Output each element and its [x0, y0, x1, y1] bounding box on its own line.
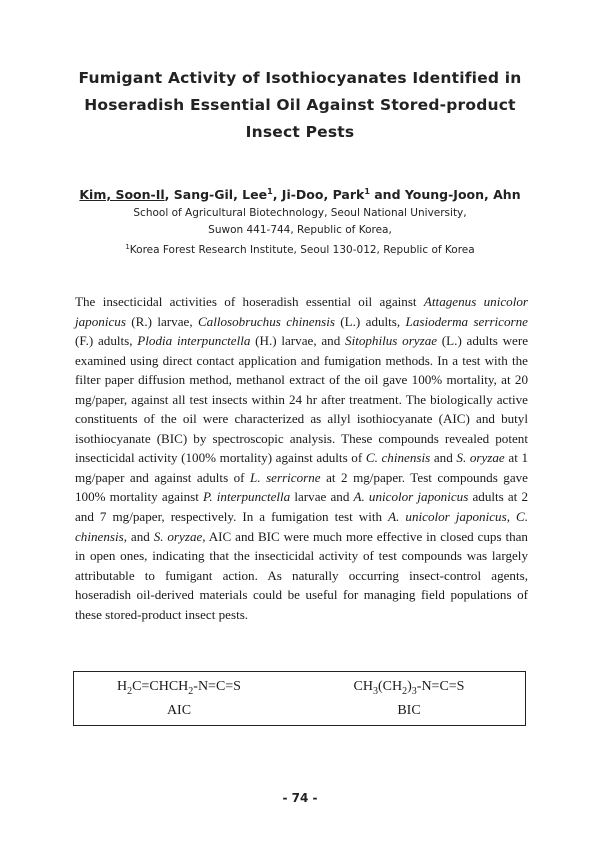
title-line-2: Hoseradish Essential Oil Against Stored-product	[84, 96, 516, 114]
author-list	[30, 183, 570, 204]
abstract-text: (F.) adults,	[75, 333, 138, 349]
abstract-text: and	[430, 450, 457, 466]
abstract-species-name: C. chinensis	[75, 509, 529, 544]
title-line-1: Fumigant Activity of Isothiocyanates Identified in	[78, 69, 522, 87]
affiliation-line-3-text: Korea Forest Research Institute, Seoul 130-012, Republic of Korea	[129, 244, 475, 256]
aic-formula: $H_2C=CHCH_2-N=C=S$	[117, 679, 241, 697]
abstract-text: (R.) larvae,	[125, 313, 198, 329]
author-first: Kim, Soon-Il	[79, 187, 165, 202]
author-text-3: and Young-Joon, Ahn	[369, 187, 521, 202]
abstract-species-name: S. oryzae	[153, 528, 203, 544]
abstract-text: , AIC and BIC were much more effective in closed cups than in open ones, indicating that the insecticidal activity of test compounds was largely attributable to fumigant action. As naturally occurring insect-control agents, hoseradish oil-derived materials could be useful for managing field populations of these stored-product insect pests.	[75, 528, 528, 622]
abstract-species-name: Callosobruchus chinensis	[197, 313, 335, 329]
affiliation-line-1: School of Agricultural Biotechnology, Seoul National University,	[133, 207, 467, 219]
author-text-2: , Ji-Doo, Park	[272, 187, 365, 202]
affiliation-line-3	[40, 239, 560, 259]
paper-title	[60, 65, 540, 146]
abstract-text: adults at 2 and 7 mg/paper, respectively. In a fumigation test with	[75, 489, 528, 525]
abstract-species-name: C. chinensis	[365, 450, 431, 466]
compound-structure-box	[73, 671, 526, 726]
abstract-species-name: Attagenus unicolor japonicus	[75, 294, 529, 329]
abstract-species-name: A. unicolor japonicus	[388, 509, 507, 525]
abstract-species-name: A. unicolor japonicus	[353, 489, 469, 505]
bic-label: BIC	[397, 703, 421, 718]
title-line-3: Insect Pests	[245, 123, 355, 141]
abstract-species-name: P. interpunctella	[203, 489, 291, 505]
abstract-text: (H.) larvae, and	[250, 333, 346, 349]
author-text-1: , Sang-Gil, Lee	[164, 187, 268, 202]
abstract-species-name: Sitophilus oryzae	[345, 333, 438, 349]
aic-label: AIC	[166, 703, 192, 718]
abstract-text: at 1 mg/paper and against adults of	[75, 450, 529, 485]
author-affil-mark-2: 1	[364, 187, 370, 196]
abstract-text: The insecticidal activities of hoseradish essential oil against	[75, 294, 424, 309]
author-affil-mark-1: 1	[267, 187, 273, 196]
page-number: - 74 -	[282, 791, 318, 805]
abstract-species-name: S. oryzae	[456, 450, 505, 466]
bic-formula: $CH_3(CH_2)_3-N=C=S$	[353, 679, 465, 697]
abstract-text: (L.) adults were examined using direct contact application and fumigation methods. In a test with the filter paper diffusion method, methanol extract of the oil gave 100% mortality, at 20 mg/paper, against all test insects within 24 hr after treatment. The biologically active constituents of the oil were characterized as allyl isothiocyanate (AIC) and butyl isothiocyanate (BIC) by spectroscopic analysis. These compounds revealed potent insecticidal activity (100% mortality) against adults of	[75, 333, 529, 466]
abstract-text: larvae and	[290, 489, 354, 505]
abstract-species-name: Plodia interpunctella	[137, 333, 251, 349]
abstract-species-name: Lasioderma serricorne	[405, 313, 528, 329]
affiliation-mark: 1	[125, 243, 130, 251]
abstract-body	[75, 292, 528, 624]
abstract-text: (L.) adults,	[334, 313, 406, 329]
abstract-text: ,	[506, 509, 516, 525]
abstract-text: at 2 mg/paper. Test compounds gave 100% mortality against	[75, 469, 528, 505]
abstract-species-name: L. serricorne	[250, 469, 321, 485]
affiliation-line-2: Suwon 441-744, Republic of Korea,	[208, 224, 392, 236]
abstract-text: , and	[123, 528, 154, 544]
